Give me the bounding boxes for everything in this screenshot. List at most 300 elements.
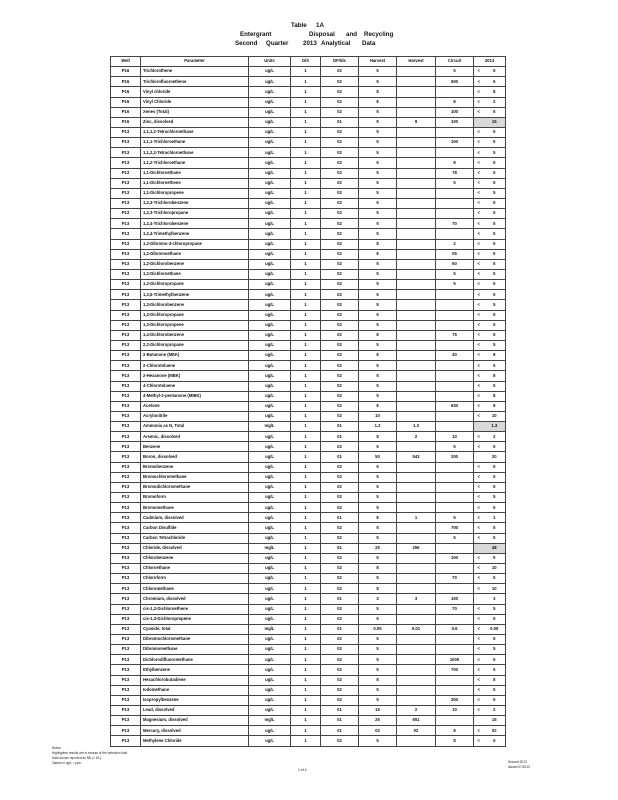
cell-parameter: Hexachlorobutadiene: [141, 675, 249, 685]
col-header-harvest-1: Harvest: [359, 57, 397, 67]
cell-2013-value: 15: [484, 117, 506, 127]
cell-qualifier: <: [474, 168, 484, 178]
cell-harvest-2: [397, 77, 436, 87]
cell-harvest-2: [397, 280, 436, 290]
table-row: [111, 259, 506, 269]
cell-qualifier: <: [474, 401, 484, 411]
cell-harvest-2: [397, 239, 436, 249]
cell-parameter: 1,2-Dibromo-3-chloropropane: [141, 239, 249, 249]
cell-well: P13: [111, 259, 141, 269]
cell-units: ug/L: [249, 726, 291, 736]
table-row: [111, 513, 506, 523]
cell-df: 02: [321, 411, 359, 421]
cell-parameter: Ethylbenzene: [141, 665, 249, 675]
cell-circuit: 200: [436, 452, 474, 462]
cell-qualifier: <: [474, 320, 484, 330]
cell-2013-value: 5: [484, 340, 506, 350]
cell-harvest-2: [397, 401, 436, 411]
cell-circuit: 05: [436, 249, 474, 259]
cell-harvest-1: 8: [359, 432, 397, 442]
cell-harvest-2: [397, 482, 436, 492]
cell-dilution: 1: [291, 472, 321, 482]
cell-dilution: 1: [291, 351, 321, 361]
cell-parameter: 1,1,2-Trichloroethane: [141, 158, 249, 168]
cell-well: P16: [111, 77, 141, 87]
cell-qualifier: <: [474, 411, 484, 421]
cell-well: P16: [111, 97, 141, 107]
cell-circuit: [436, 198, 474, 208]
cell-circuit: [436, 635, 474, 645]
cell-harvest-1: 5: [359, 269, 397, 279]
cell-qualifier: <: [474, 67, 484, 77]
cell-qualifier: <: [474, 432, 484, 442]
cell-2013-value: 5: [484, 148, 506, 158]
table-row: [111, 351, 506, 361]
cell-units: ug/L: [249, 564, 291, 574]
cell-df: 02: [321, 107, 359, 117]
cell-df: 02: [321, 635, 359, 645]
cell-units: ug/L: [249, 401, 291, 411]
cell-2013-value: 5: [484, 503, 506, 513]
col-header-parameter: Parameter: [141, 57, 249, 67]
cell-well: P13: [111, 280, 141, 290]
cell-dilution: 1: [291, 300, 321, 310]
cell-circuit: 10: [436, 432, 474, 442]
cell-harvest-2: [397, 290, 436, 300]
cell-parameter: 1,1-Dichloroethane: [141, 168, 249, 178]
cell-df: 02: [321, 168, 359, 178]
cell-dilution: 1: [291, 604, 321, 614]
cell-dilution: 1: [291, 381, 321, 391]
cell-units: ug/L: [249, 77, 291, 87]
cell-dilution: 1: [291, 533, 321, 543]
table-row: [111, 158, 506, 168]
cell-units: mg/L: [249, 422, 291, 432]
cell-harvest-1: 5: [359, 67, 397, 77]
cell-harvest-2: [397, 533, 436, 543]
cell-harvest-2: [397, 310, 436, 320]
cell-circuit: [436, 188, 474, 198]
cell-circuit: 100: [436, 553, 474, 563]
cell-parameter: 1,2,4-Trimethylbenzene: [141, 229, 249, 239]
cell-well: P13: [111, 462, 141, 472]
cell-well: P13: [111, 168, 141, 178]
cell-circuit: [436, 340, 474, 350]
cell-dilution: 1: [291, 117, 321, 127]
cell-circuit: 2: [436, 239, 474, 249]
cell-well: P13: [111, 624, 141, 634]
cell-well: P13: [111, 482, 141, 492]
cell-harvest-1: 5: [359, 371, 397, 381]
table-row: [111, 290, 506, 300]
cell-qualifier: <: [474, 178, 484, 188]
table-row: [111, 401, 506, 411]
cell-harvest-1: 5: [359, 168, 397, 178]
cell-well: P13: [111, 320, 141, 330]
cell-units: ug/L: [249, 574, 291, 584]
cell-2013-value: 15: [484, 716, 506, 726]
cell-harvest-2: [397, 67, 436, 77]
cell-circuit: [436, 685, 474, 695]
cell-harvest-1: 5: [359, 482, 397, 492]
cell-df: 02: [321, 442, 359, 452]
cell-circuit: [436, 87, 474, 97]
cell-harvest-2: [397, 604, 436, 614]
cell-dilution: 1: [291, 148, 321, 158]
cell-df: 02: [321, 330, 359, 340]
cell-well: P13: [111, 188, 141, 198]
cell-circuit: 40: [436, 351, 474, 361]
cell-units: ug/L: [249, 209, 291, 219]
cell-parameter: Dibromochloromethane: [141, 635, 249, 645]
cell-df: 02: [321, 198, 359, 208]
cell-df: 02: [321, 645, 359, 655]
cell-qualifier: [474, 422, 484, 432]
cell-df: 02: [321, 87, 359, 97]
cell-parameter: Cadmium, dissolved: [141, 513, 249, 523]
cell-parameter: Carbon Disulfide: [141, 523, 249, 533]
cell-well: P13: [111, 513, 141, 523]
cell-parameter: 1,3-Dichloropropene: [141, 320, 249, 330]
cell-harvest-2: [397, 665, 436, 675]
cell-circuit: 5: [436, 178, 474, 188]
cell-harvest-1: 5: [359, 655, 397, 665]
cell-qualifier: <: [474, 665, 484, 675]
cell-harvest-1: 10: [359, 411, 397, 421]
cell-harvest-1: 8: [359, 584, 397, 594]
cell-harvest-1: 50: [359, 452, 397, 462]
cell-df: 02: [321, 381, 359, 391]
cell-harvest-2: [397, 675, 436, 685]
table-row: [111, 340, 506, 350]
cell-circuit: 8: [436, 736, 474, 746]
cell-parameter: Acrylonitrile: [141, 411, 249, 421]
cell-units: ug/L: [249, 158, 291, 168]
cell-units: ug/L: [249, 198, 291, 208]
cell-2013-value: 2: [484, 97, 506, 107]
cell-harvest-2: [397, 614, 436, 624]
cell-qualifier: [474, 117, 484, 127]
cell-harvest-2: 256: [397, 543, 436, 553]
cell-dilution: 1: [291, 635, 321, 645]
cell-qualifier: <: [474, 645, 484, 655]
cell-dilution: 1: [291, 249, 321, 259]
cell-harvest-2: [397, 523, 436, 533]
cell-well: P13: [111, 685, 141, 695]
cell-parameter: 4-Methyl-2-pentanone (MIBK): [141, 391, 249, 401]
cell-harvest-1: 5: [359, 533, 397, 543]
cell-2013-value: 5: [484, 229, 506, 239]
cell-qualifier: <: [474, 493, 484, 503]
cell-dilution: 1: [291, 229, 321, 239]
cell-2013-value: 5: [484, 695, 506, 705]
cell-parameter: Bromodichloromethane: [141, 482, 249, 492]
table-row: [111, 675, 506, 685]
cell-dilution: 1: [291, 269, 321, 279]
table-row: [111, 493, 506, 503]
cell-df: 02: [321, 523, 359, 533]
table-row: [111, 533, 506, 543]
table-row: [111, 462, 506, 472]
cell-2013-value: 5: [484, 482, 506, 492]
cell-circuit: [436, 716, 474, 726]
cell-qualifier: <: [474, 361, 484, 371]
cell-units: ug/L: [249, 472, 291, 482]
cell-dilution: 1: [291, 716, 321, 726]
cell-harvest-1: 5: [359, 523, 397, 533]
cell-dilution: 1: [291, 290, 321, 300]
cell-harvest-2: [397, 371, 436, 381]
cell-circuit: [436, 148, 474, 158]
cell-harvest-1: 8: [359, 401, 397, 411]
cell-well: P13: [111, 300, 141, 310]
title-word: Recycling: [364, 31, 394, 38]
cell-2013-value: 5: [484, 178, 506, 188]
cell-units: ug/L: [249, 239, 291, 249]
cell-df: 02: [321, 188, 359, 198]
cell-parameter: Zinc, dissolved: [141, 117, 249, 127]
col-header-df: DF/Ids: [321, 57, 359, 67]
cell-2013-value: 02: [484, 726, 506, 736]
cell-well: P13: [111, 138, 141, 148]
cell-df: 02: [321, 675, 359, 685]
cell-circuit: 70: [436, 219, 474, 229]
cell-units: ug/L: [249, 482, 291, 492]
cell-2013-value: 5: [484, 127, 506, 137]
cell-circuit: [436, 614, 474, 624]
table-body: [111, 67, 506, 746]
cell-units: ug/L: [249, 675, 291, 685]
cell-well: P13: [111, 330, 141, 340]
cell-units: ug/L: [249, 452, 291, 462]
cell-units: ug/L: [249, 442, 291, 452]
cell-harvest-1: 5: [359, 604, 397, 614]
table-row: [111, 685, 506, 695]
cell-circuit: 8: [436, 158, 474, 168]
cell-dilution: 1: [291, 624, 321, 634]
cell-circuit: [436, 411, 474, 421]
cell-dilution: 1: [291, 574, 321, 584]
cell-well: P13: [111, 604, 141, 614]
cell-units: ug/L: [249, 523, 291, 533]
cell-parameter: 1,1,1,2-Tetrachloroethane: [141, 127, 249, 137]
footer-right-line: Issued 07/2013: [508, 765, 530, 769]
cell-units: ug/L: [249, 361, 291, 371]
cell-df: 01: [321, 513, 359, 523]
cell-qualifier: <: [474, 371, 484, 381]
cell-harvest-2: [397, 472, 436, 482]
cell-df: 01: [321, 624, 359, 634]
cell-2013-value: 0.05: [484, 624, 506, 634]
cell-qualifier: <: [474, 87, 484, 97]
table-row: [111, 645, 506, 655]
cell-circuit: 78: [436, 168, 474, 178]
cell-harvest-1: 5: [359, 645, 397, 655]
table-row: [111, 249, 506, 259]
cell-2013-value: 8: [484, 675, 506, 685]
cell-df: 02: [321, 604, 359, 614]
cell-2013-value: 5: [484, 736, 506, 746]
table-row: [111, 219, 506, 229]
cell-2013-value: 8: [484, 351, 506, 361]
cell-2013-value: 5: [484, 442, 506, 452]
cell-2013-value: 5: [484, 168, 506, 178]
cell-harvest-1: 5: [359, 158, 397, 168]
cell-harvest-2: [397, 300, 436, 310]
cell-2013-value: 3: [484, 594, 506, 604]
cell-well: P13: [111, 209, 141, 219]
cell-harvest-2: [397, 574, 436, 584]
col-header-2013: 2013: [474, 57, 506, 67]
cell-harvest-1: 0.05: [359, 624, 397, 634]
cell-df: 02: [321, 77, 359, 87]
cell-2013-value: 5: [484, 77, 506, 87]
cell-harvest-2: [397, 564, 436, 574]
cell-df: 01: [321, 432, 359, 442]
cell-df: 01: [321, 422, 359, 432]
table-row: [111, 127, 506, 137]
table-row: [111, 716, 506, 726]
cell-harvest-1: 5: [359, 391, 397, 401]
cell-harvest-1: 5: [359, 178, 397, 188]
cell-dilution: 1: [291, 97, 321, 107]
cell-units: ug/L: [249, 249, 291, 259]
cell-harvest-1: 8: [359, 330, 397, 340]
cell-qualifier: <: [474, 330, 484, 340]
cell-dilution: 1: [291, 553, 321, 563]
cell-units: ug/L: [249, 188, 291, 198]
cell-parameter: Magnesium, dissolved: [141, 716, 249, 726]
cell-harvest-1: 5: [359, 472, 397, 482]
cell-harvest-2: [397, 127, 436, 137]
cell-2013-value: 5: [484, 239, 506, 249]
cell-dilution: 1: [291, 564, 321, 574]
table-row: [111, 523, 506, 533]
cell-qualifier: <: [474, 229, 484, 239]
table-row: [111, 107, 506, 117]
cell-well: P13: [111, 178, 141, 188]
table-header-row: [111, 57, 506, 67]
cell-2013-value: 8: [484, 371, 506, 381]
cell-harvest-2: [397, 553, 436, 563]
cell-circuit: 100: [436, 138, 474, 148]
cell-parameter: cis-1,2-Dichloroethene: [141, 604, 249, 614]
cell-df: 02: [321, 553, 359, 563]
cell-parameter: Lead, dissolved: [141, 706, 249, 716]
col-header-harvest-2: Harvest: [397, 57, 436, 67]
cell-well: P13: [111, 635, 141, 645]
cell-df: 02: [321, 239, 359, 249]
cell-2013-value: 5: [484, 188, 506, 198]
cell-2013-value: 5: [484, 219, 506, 229]
cell-df: 02: [321, 564, 359, 574]
cell-2013-value: 10: [484, 411, 506, 421]
cell-2013-value: 5: [484, 198, 506, 208]
cell-qualifier: <: [474, 442, 484, 452]
cell-units: mg/L: [249, 624, 291, 634]
cell-parameter: Chloroethane: [141, 564, 249, 574]
cell-well: P13: [111, 675, 141, 685]
cell-dilution: 1: [291, 158, 321, 168]
cell-harvest-2: 651: [397, 716, 436, 726]
cell-circuit: [436, 290, 474, 300]
cell-dilution: 1: [291, 706, 321, 716]
cell-dilution: 1: [291, 239, 321, 249]
cell-2013-value: 5: [484, 269, 506, 279]
cell-df: 01: [321, 117, 359, 127]
cell-qualifier: <: [474, 290, 484, 300]
cell-harvest-2: [397, 148, 436, 158]
table-row: [111, 624, 506, 634]
table-row: [111, 320, 506, 330]
cell-units: ug/L: [249, 178, 291, 188]
cell-qualifier: <: [474, 300, 484, 310]
cell-harvest-1: 5: [359, 280, 397, 290]
cell-dilution: 1: [291, 523, 321, 533]
table-row: [111, 706, 506, 716]
cell-units: ug/L: [249, 655, 291, 665]
cell-parameter: 4-Chlorotoluene: [141, 381, 249, 391]
table-row: [111, 564, 506, 574]
cell-circuit: 0.6: [436, 624, 474, 634]
table-row: [111, 635, 506, 645]
cell-df: 02: [321, 178, 359, 188]
cell-2013-value: 5: [484, 665, 506, 675]
cell-circuit: 70: [436, 574, 474, 584]
cell-parameter: 1,4-Dichlorobenzene: [141, 330, 249, 340]
cell-2013-value: 8: [484, 391, 506, 401]
cell-circuit: [436, 482, 474, 492]
cell-harvest-2: [397, 391, 436, 401]
cell-units: ug/L: [249, 138, 291, 148]
table-row: [111, 87, 506, 97]
cell-2013-value: 5: [484, 310, 506, 320]
cell-qualifier: <: [474, 675, 484, 685]
cell-parameter: 1,2,3-Trichloropropane: [141, 209, 249, 219]
cell-qualifier: <: [474, 635, 484, 645]
cell-harvest-2: 9: [397, 117, 436, 127]
table-row: [111, 543, 506, 553]
cell-dilution: 1: [291, 695, 321, 705]
cell-df: 02: [321, 584, 359, 594]
cell-dilution: 1: [291, 462, 321, 472]
cell-well: P13: [111, 553, 141, 563]
cell-df: 02: [321, 290, 359, 300]
cell-harvest-1: 8: [359, 87, 397, 97]
cell-qualifier: [474, 716, 484, 726]
cell-well: P13: [111, 736, 141, 746]
cell-well: P13: [111, 381, 141, 391]
footer-right-line: Second 2013: [508, 760, 527, 764]
cell-parameter: 1,2,4-Trichlorobenzene: [141, 219, 249, 229]
cell-circuit: [436, 300, 474, 310]
cell-units: ug/L: [249, 533, 291, 543]
cell-dilution: 1: [291, 330, 321, 340]
table-row: [111, 411, 506, 421]
cell-dilution: 1: [291, 452, 321, 462]
cell-parameter: Arsenic, dissolved: [141, 432, 249, 442]
cell-well: P13: [111, 411, 141, 421]
cell-units: ug/L: [249, 381, 291, 391]
cell-well: P13: [111, 340, 141, 350]
cell-df: 02: [321, 300, 359, 310]
cell-circuit: [436, 493, 474, 503]
cell-2013-value: 5: [484, 381, 506, 391]
cell-dilution: 1: [291, 320, 321, 330]
table-row: [111, 574, 506, 584]
cell-units: ug/L: [249, 411, 291, 421]
cell-units: ug/L: [249, 695, 291, 705]
